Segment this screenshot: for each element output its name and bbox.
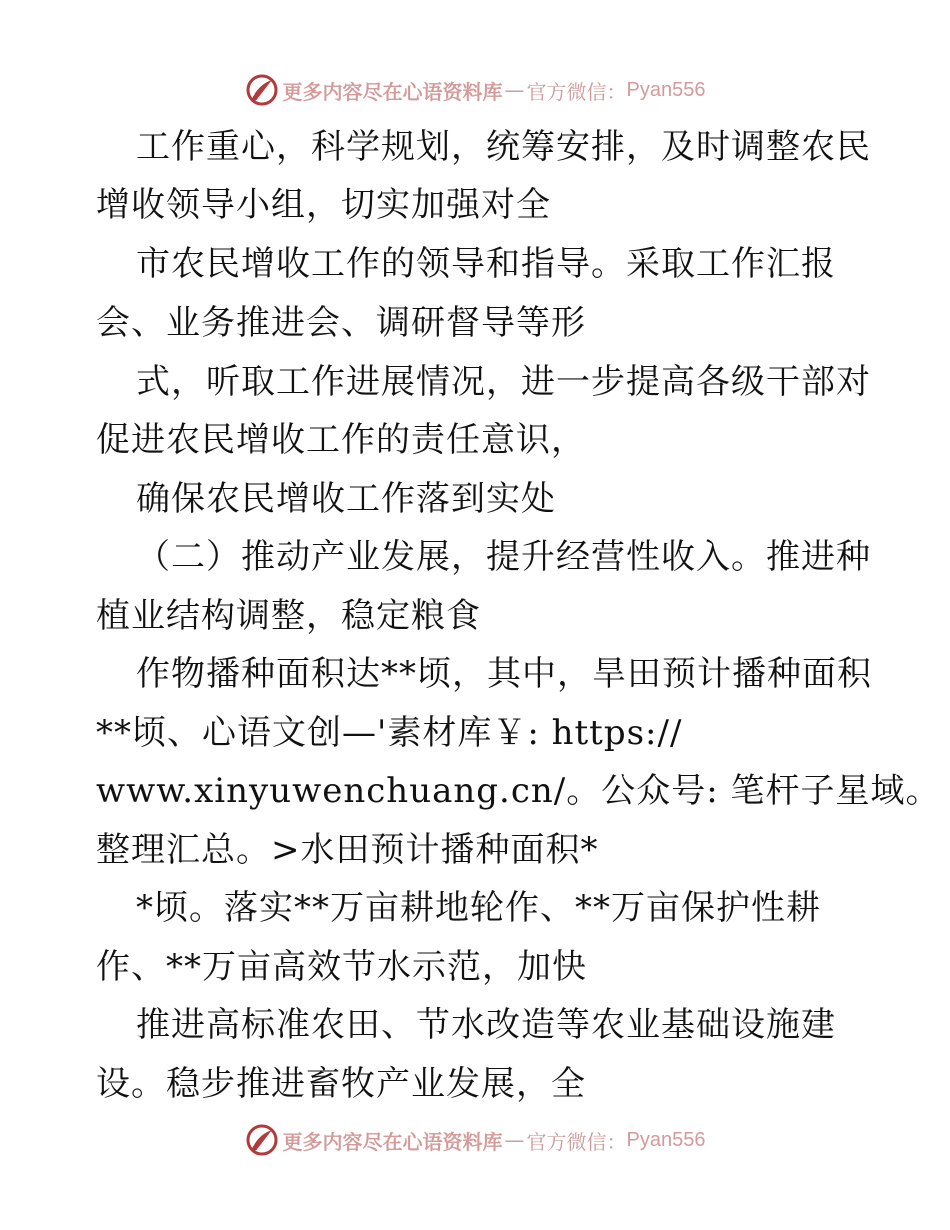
- footer-watermark: [0, 1120, 950, 1160]
- text-line: 增收领导小组，切实加强对全: [96, 185, 551, 225]
- watermark-official-label: 官方微信：: [526, 79, 627, 104]
- brush-logo-icon: [245, 1123, 279, 1157]
- text-line: **顷、心语文创—'素材库￥: https://: [96, 713, 683, 753]
- watermark-dash: —: [504, 78, 525, 102]
- text-line: 整理汇总。>水田预计播种面积*: [96, 830, 599, 870]
- text-line: 作物播种面积达**顷，其中，旱田预计播种面积: [136, 654, 872, 694]
- text-line: 设。稳步推进畜牧产业发展，全: [96, 1064, 586, 1104]
- header-watermark: [0, 70, 950, 110]
- text-line: 确保农民增收工作落到实处: [136, 479, 556, 519]
- text-line: 工作重心，科学规划，统筹安排，及时调整农民: [136, 127, 871, 167]
- brush-logo-icon: [245, 73, 279, 107]
- text-line: 式，听取工作进展情况，进一步提高各级干部对: [136, 362, 871, 402]
- text-line: 植业结构调整，稳定粮食: [96, 596, 481, 636]
- watermark-text: 更多内容尽在心语资料库: [282, 1129, 503, 1154]
- watermark-text: 更多内容尽在心语资料库: [282, 79, 503, 104]
- text-line: 促进农民增收工作的责任意识，: [96, 420, 586, 460]
- text-line: 市农民增收工作的领导和指导。采取工作汇报: [136, 244, 836, 284]
- text-line: 作、**万亩高效节水示范，加快: [96, 947, 587, 987]
- text-line: 推进高标准农田、节水改造等农业基础设施建: [136, 1005, 836, 1045]
- watermark-official-label: 官方微信：: [526, 1129, 627, 1154]
- text-line: 会、业务推进会、调研督导等形: [96, 303, 586, 343]
- text-line: www.xinyuwenchuang.cn/。公众号: 笔杆子星域。: [96, 771, 941, 811]
- text-line: （二）推动产业发展，提升经营性收入。推进种: [136, 537, 871, 577]
- watermark-wechat-id: Pyan556: [626, 78, 706, 101]
- text-line: *顷。落实**万亩耕地轮作、**万亩保护性耕: [136, 888, 821, 928]
- watermark-wechat-id: Pyan556: [626, 1128, 706, 1151]
- watermark-dash: —: [504, 1128, 525, 1152]
